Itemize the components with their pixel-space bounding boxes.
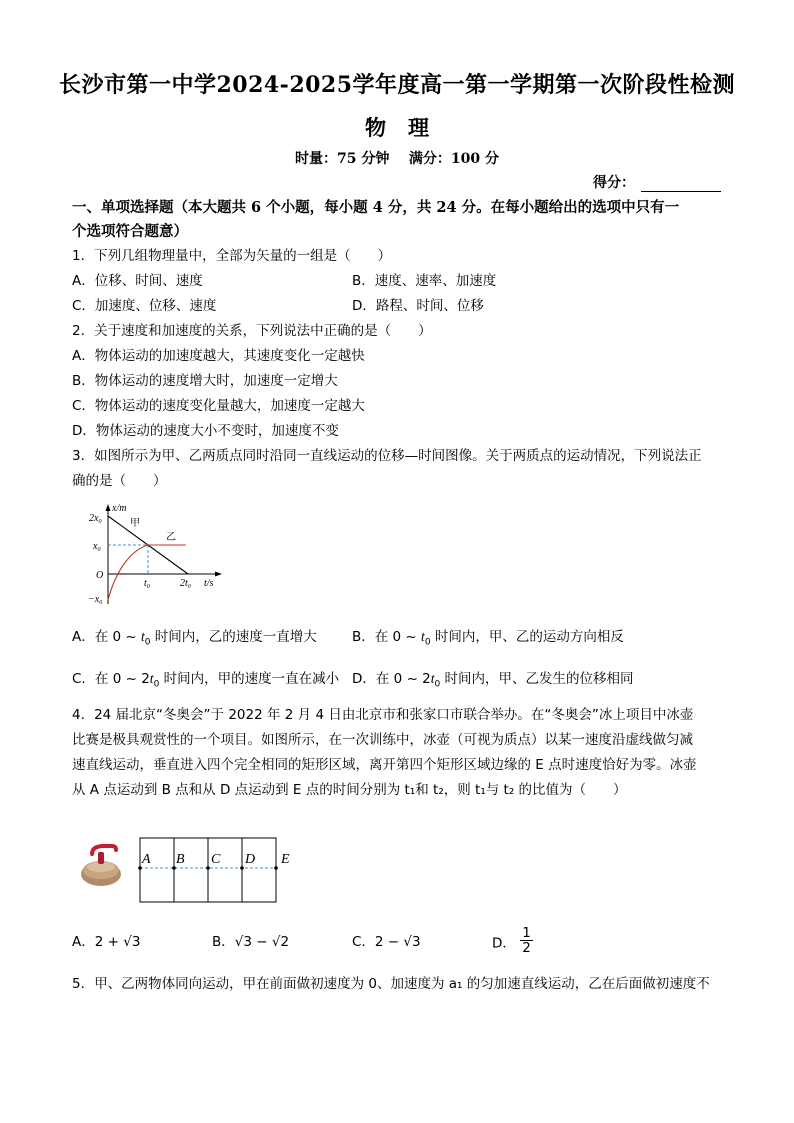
curling-stone-icon <box>81 846 121 886</box>
q1-option-c: C．加速度、位移、速度 <box>72 298 217 314</box>
label-yi: 乙 <box>166 532 176 543</box>
section1-heading <box>72 196 732 244</box>
y-tick-neg-x0: $-x_0$ <box>88 594 103 606</box>
y-axis-arrow <box>106 504 111 511</box>
region-4 <box>242 838 276 902</box>
exam-meta: 时量：75 分钟 满分：100 分 <box>295 151 499 167</box>
q1-option-b: B．速度、速率、加速度 <box>352 273 497 289</box>
q1-option-a: A．位移、时间、速度 <box>72 273 203 289</box>
q3-option-d: D．在 0 ~ $2t_0$ 时间内，甲、乙发生的位移相同 <box>352 671 634 690</box>
score-field <box>593 172 721 192</box>
x-tick-2t0: $2t_0$ <box>180 578 191 590</box>
q3-option-a: A．在 0 ~ $t_0$ 时间内，乙的速度一直增大 <box>72 629 317 648</box>
q4-stem-line2: 比赛是极具观赏性的一个项目。如图所示，在一次训练中，冰壶（可视为质点）以某一速度沿虚线做匀减 <box>72 732 693 748</box>
q1-stem: 1．下列几组物理量中，全部为矢量的一组是（ ） <box>72 248 392 264</box>
q2-option-a: A．物体运动的加速度越大，其速度变化一定越快 <box>72 348 365 364</box>
point-e <box>274 866 278 870</box>
q5-stem-line1: 5．甲、乙两物体同向运动，甲在前面做初速度为 0、加速度为 a₁ 的匀加速直线运动，乙在后面做初速度不 <box>72 976 710 992</box>
q4-option-a: A．2 + √3 <box>72 934 141 950</box>
curling-figure <box>78 836 308 906</box>
subject-title: 物 理 <box>365 115 429 140</box>
q2-option-d: D．物体运动的速度大小不变时，加速度不变 <box>72 423 339 439</box>
q4-option-d: D． $\frac{1}{2}$ <box>492 925 531 956</box>
label-jia: 甲 <box>130 518 140 529</box>
curve-yi <box>108 545 186 600</box>
q3-option-c: C．在 0 ~ $2t_0$ 时间内，甲的速度一直在减小 <box>72 671 340 690</box>
y-axis-label: x/m <box>112 503 127 514</box>
region-2 <box>174 838 208 902</box>
q1-option-d: D．路程、时间、位移 <box>352 298 484 314</box>
score-label: 得分： <box>593 175 635 191</box>
xt-graph <box>86 500 226 610</box>
y-tick-2x0: $2x_0$ <box>89 513 102 525</box>
q4-option-b: B．√3 − √2 <box>212 934 290 950</box>
q4-stem-line1: 4．24 届北京“冬奥会”于 2022 年 2 月 4 日由北京市和张家口市联合举办。在“冬奥会”冰上项目中冰壶 <box>72 707 694 723</box>
fraction-one-half: $\frac{1}{2}$ <box>522 925 531 956</box>
q2-option-c: C．物体运动的速度变化量越大，加速度一定越大 <box>72 398 365 414</box>
label-d: D <box>245 852 256 867</box>
q4-stem-line4: 从 A 点运动到 B 点和从 D 点运动到 E 点的时间分别为 t₁和 t₂，则 t₁与 t₂ 的比值为（ ） <box>72 782 627 798</box>
point-d <box>240 866 244 870</box>
q3-stem-line2: 确的是（ ） <box>72 473 167 489</box>
y-tick-x0: $x_0$ <box>93 541 101 553</box>
q2-option-b: B．物体运动的速度增大时，加速度一定增大 <box>72 373 338 389</box>
x-tick-t0: $t_0$ <box>144 578 150 590</box>
q2-stem: 2．关于速度和加速度的关系，下列说法中正确的是（ ） <box>72 323 432 339</box>
x-axis-arrow <box>215 572 222 577</box>
q4-option-c: C．2 − √3 <box>352 934 421 950</box>
region-1 <box>140 838 174 902</box>
label-c: C <box>211 852 221 867</box>
q3-stem-line1: 3．如图所示为甲、乙两质点同时沿同一直线运动的位移—时间图像。关于两质点的运动情况，下列说法正 <box>72 448 702 464</box>
section1-heading-line2: 个选项符合题意） <box>72 223 188 240</box>
q4-stem-line3: 速直线运动，垂直进入四个完全相同的矩形区域，离开第四个矩形区域边缘的 E 点时速度恰好为零。冰壶 <box>72 757 697 773</box>
point-c <box>206 866 210 870</box>
section1-heading-line1: 一、单项选择题（本大题共 6 个小题，每小题 4 分，共 24 分。在每小题给出的选项中只有一 <box>72 199 680 216</box>
region-3 <box>208 838 242 902</box>
label-b: B <box>176 852 185 867</box>
exam-title: 长沙市第一中学2024-2025学年度高一第一学期第一次阶段性检测 <box>58 72 736 98</box>
x-axis-label: t/s <box>204 578 214 589</box>
score-blank <box>641 177 721 192</box>
label-e: E <box>281 852 290 867</box>
q3-option-b: B．在 0 ~ $t_0$ 时间内，甲、乙的运动方向相反 <box>352 629 624 648</box>
origin-label: O <box>96 570 104 581</box>
label-a: A <box>142 852 151 867</box>
